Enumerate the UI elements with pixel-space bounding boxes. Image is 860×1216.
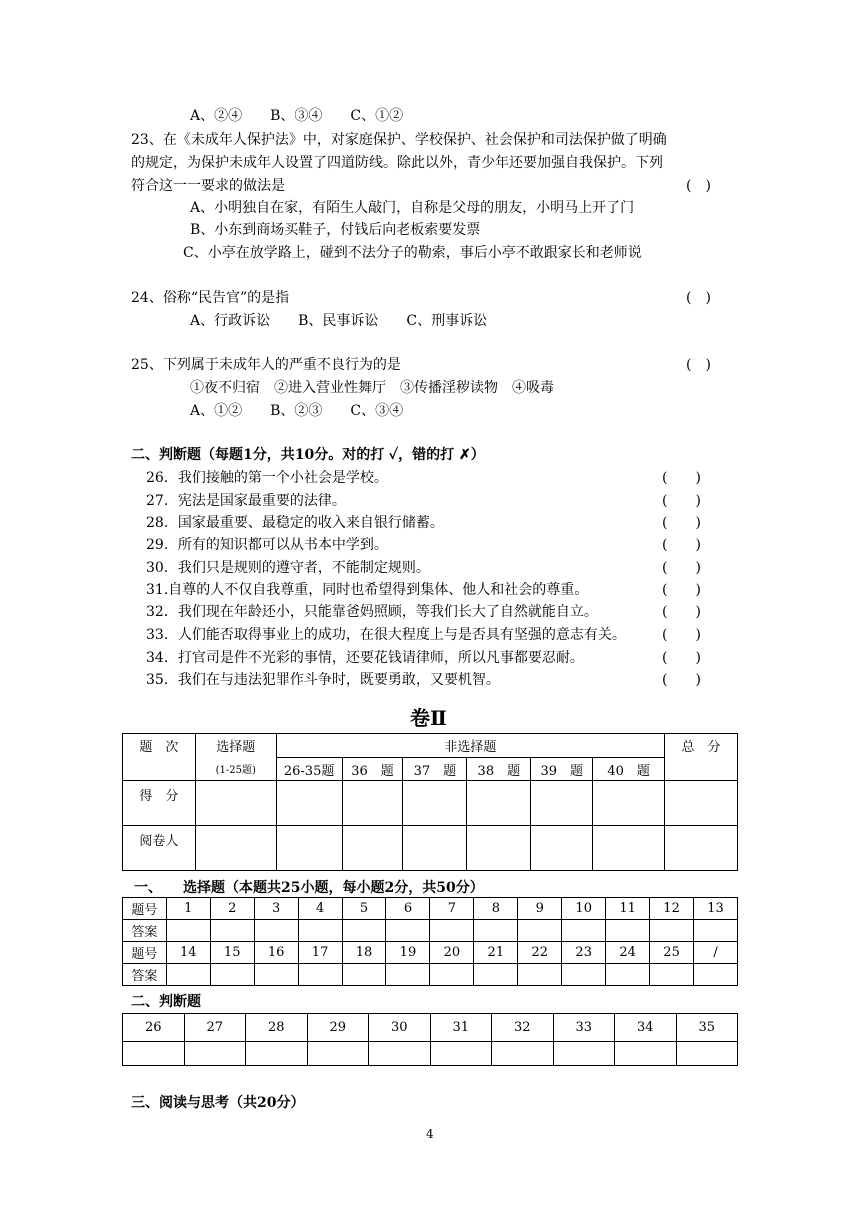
question-number-cell: 1 (166, 898, 210, 920)
answer-cell[interactable] (342, 964, 386, 986)
row-label-number: 题号 (123, 898, 167, 920)
score-cell[interactable] (403, 781, 467, 826)
question-number-cell: 16 (254, 942, 298, 964)
judge-answer-paren[interactable]: ( ) (662, 627, 701, 643)
question-number-cell: 13 (694, 898, 738, 920)
judge-item: 34．打官司是件不光彩的事情，还要花钱请律师，所以凡事都要忍耐。 (146, 650, 584, 666)
judge-number-cell: 31 (430, 1014, 492, 1042)
judge-answer-paren[interactable]: ( ) (662, 515, 701, 531)
reader-cell[interactable] (403, 826, 467, 871)
choice-answer-table (122, 897, 738, 986)
judge-answer-cell[interactable] (676, 1042, 738, 1066)
row-score-label: 得 分 (123, 781, 196, 826)
q23-stem-line1: 23、在《未成年人保护法》中，对家庭保护、学校保护、社会保护和司法保护做了明确 (131, 132, 667, 148)
question-number-cell: 6 (386, 898, 430, 920)
question-number-cell: 17 (298, 942, 342, 964)
judge-answer-cell[interactable] (123, 1042, 185, 1066)
question-number-cell: 9 (518, 898, 562, 920)
sub-header-cell: 38 题 (467, 758, 531, 781)
reader-cell[interactable] (531, 826, 593, 871)
score-cell[interactable] (342, 781, 403, 826)
choice-header-cell: 选择题 (195, 734, 276, 758)
judge-number-cell: 26 (123, 1014, 185, 1042)
judge-answer-table (122, 1013, 738, 1066)
judge-item: 32．我们现在年龄还小，只能靠爸妈照顾，等我们长大了自然就能自立。 (146, 604, 598, 620)
judge-answer-paren[interactable]: ( ) (662, 470, 701, 486)
question-number-cell: 22 (518, 942, 562, 964)
answer-cell[interactable] (298, 920, 342, 942)
question-number-cell: 8 (474, 898, 518, 920)
judge-answer-paren[interactable]: ( ) (662, 672, 701, 688)
judge-answer-paren[interactable]: ( ) (662, 493, 701, 509)
answer-cell[interactable] (474, 964, 518, 986)
answer-cell[interactable] (694, 964, 738, 986)
answer-cell[interactable] (562, 964, 606, 986)
question-number-cell: 20 (430, 942, 474, 964)
q23-stem-line3: 符合这一一要求的做法是 (131, 178, 285, 194)
question-number-cell: 7 (430, 898, 474, 920)
section3-heading: 三、阅读与思考（共20分） (131, 1095, 305, 1111)
judge-answer-cell[interactable] (615, 1042, 677, 1066)
judge-number-cell: 34 (615, 1014, 677, 1042)
juan2-title: 卷Ⅱ (410, 706, 447, 730)
answer-cell[interactable] (342, 920, 386, 942)
judge-answer-paren[interactable]: ( ) (662, 582, 701, 598)
q25-stem: 25、下列属于未成年人的严重不良行为的是 (131, 357, 401, 373)
row-reader-label: 阅卷人 (123, 826, 196, 871)
judge-item: 30．我们只是规则的遵守者，不能制定规则。 (146, 560, 430, 576)
section1-heading: 一、 选择题（本题共25小题，每小题2分，共50分） (134, 880, 484, 896)
judge-number-cell: 30 (369, 1014, 431, 1042)
judge-number-cell: 28 (246, 1014, 308, 1042)
judge-item: 27．宪法是国家最重要的法律。 (146, 493, 346, 509)
judge-number-cell: 29 (307, 1014, 369, 1042)
answer-cell[interactable] (430, 920, 474, 942)
question-number-cell: 23 (562, 942, 606, 964)
judge-item: 26．我们接触的第一个小社会是学校。 (146, 470, 388, 486)
row-label-answer: 答案 (123, 964, 167, 986)
question-number-cell: 15 (210, 942, 254, 964)
score-cell[interactable] (531, 781, 593, 826)
sub-header-cell: 36 题 (342, 758, 403, 781)
answer-cell[interactable] (166, 964, 210, 986)
question-number-cell: 12 (650, 898, 694, 920)
score-cell[interactable] (276, 781, 342, 826)
judge-number-cell: 33 (553, 1014, 615, 1042)
judge-item: 31.自尊的人不仅自我尊重，同时也希望得到集体、他人和社会的尊重。 (146, 582, 589, 598)
question-number-cell: / (694, 942, 738, 964)
judge-item: 35．我们在与违法犯罪作斗争时，既要勇敢，又要机智。 (146, 672, 500, 688)
answer-cell[interactable] (254, 964, 298, 986)
score-cell[interactable] (665, 781, 738, 826)
question-number-cell: 4 (298, 898, 342, 920)
answer-cell[interactable] (518, 964, 562, 986)
question-number-cell: 14 (166, 942, 210, 964)
judge-answer-cell[interactable] (184, 1042, 246, 1066)
answer-cell[interactable] (650, 920, 694, 942)
col-header-cell: 题 次 (123, 734, 196, 758)
answer-cell[interactable] (650, 964, 694, 986)
non-choice-header-cell: 非选择题 (276, 734, 664, 758)
q23-option-a: A、小明独自在家，有陌生人敲门，自称是父母的朋友，小明马上开了门 (190, 200, 635, 216)
question-number-cell: 3 (254, 898, 298, 920)
judge-item: 28．国家最重要、最稳定的收入来自银行储蓄。 (146, 515, 444, 531)
answer-cell[interactable] (166, 920, 210, 942)
q24-answer-paren[interactable]: ( ) (686, 290, 711, 306)
q23-stem-line2: 的规定，为保护未成年人设置了四道防线。除此以外，青少年还要加强自我保护。下列 (131, 155, 663, 171)
sub-header-cell: 37 题 (403, 758, 467, 781)
sub-header-cell: 39 题 (531, 758, 593, 781)
answer-cell[interactable] (210, 920, 254, 942)
answer-cell[interactable] (386, 964, 430, 986)
question-number-cell: 24 (606, 942, 650, 964)
answer-cell[interactable] (606, 920, 650, 942)
answer-cell[interactable] (694, 920, 738, 942)
reader-cell[interactable] (467, 826, 531, 871)
q22-options: A、②④ B、③④ C、①② (190, 108, 404, 124)
question-number-cell: 5 (342, 898, 386, 920)
reader-cell[interactable] (593, 826, 665, 871)
q25-options: A、①② B、②③ C、③④ (190, 403, 404, 419)
judge-answer-cell[interactable] (246, 1042, 308, 1066)
judge-answer-paren[interactable]: ( ) (662, 650, 701, 666)
answer-cell[interactable] (562, 920, 606, 942)
page-number: 4 (426, 1127, 434, 1141)
q25-items: ①夜不归宿 ②进入营业性舞厅 ③传播淫秽读物 ④吸毒 (190, 380, 554, 396)
judge-heading: 二、判断题（每题1分，共10分。对的打 ✓，错的打 ✗） (131, 447, 485, 463)
answer-cell[interactable] (254, 920, 298, 942)
question-number-cell: 25 (650, 942, 694, 964)
judge-answer-cell[interactable] (369, 1042, 431, 1066)
judge-answer-cell[interactable] (430, 1042, 492, 1066)
q25-answer-paren[interactable]: ( ) (686, 357, 711, 373)
col-header-blank (123, 758, 196, 781)
row-label-answer: 答案 (123, 920, 167, 942)
choice-range-cell: (1-25题) (195, 758, 276, 781)
answer-cell[interactable] (298, 964, 342, 986)
question-number-cell: 10 (562, 898, 606, 920)
answer-cell[interactable] (474, 920, 518, 942)
judge-answer-cell[interactable] (553, 1042, 615, 1066)
judge-answer-paren[interactable]: ( ) (662, 537, 701, 553)
judge-answer-paren[interactable]: ( ) (662, 604, 701, 620)
judge-item: 29．所有的知识都可以从书本中学到。 (146, 537, 388, 553)
q24-stem: 24、俗称“民告官”的是指 (131, 290, 290, 306)
judge-answer-cell[interactable] (307, 1042, 369, 1066)
score-cell[interactable] (593, 781, 665, 826)
question-number-cell: 11 (606, 898, 650, 920)
answer-cell[interactable] (386, 920, 430, 942)
reader-cell[interactable] (276, 826, 342, 871)
question-number-cell: 2 (210, 898, 254, 920)
answer-cell[interactable] (518, 920, 562, 942)
judge-number-cell: 35 (676, 1014, 738, 1042)
judge-answer-paren[interactable]: ( ) (662, 560, 701, 576)
q23-option-c: C、小亭在放学路上，碰到不法分子的勒索，事后小亭不敢跟家长和老师说 (183, 245, 642, 261)
q23-option-b: B、小东到商场买鞋子，付钱后向老板索要发票 (190, 222, 481, 238)
total-header-cell: 总 分 (665, 734, 738, 758)
section2-heading: 二、判断题 (131, 994, 201, 1010)
row-label-number: 题号 (123, 942, 167, 964)
judge-item: 33．人们能否取得事业上的成功，在很大程度上与是否具有坚强的意志有关。 (146, 627, 626, 643)
score-cell[interactable] (195, 781, 276, 826)
judge-number-cell: 27 (184, 1014, 246, 1042)
question-number-cell: 18 (342, 942, 386, 964)
reader-cell[interactable] (665, 826, 738, 871)
answer-cell[interactable] (210, 964, 254, 986)
score-table (122, 733, 738, 871)
question-number-cell: 21 (474, 942, 518, 964)
q24-options: A、行政诉讼 B、民事诉讼 C、刑事诉讼 (190, 313, 488, 329)
reader-cell[interactable] (342, 826, 403, 871)
total-header-blank (665, 758, 738, 781)
sub-header-cell: 26-35题 (276, 758, 342, 781)
judge-answer-cell[interactable] (492, 1042, 554, 1066)
answer-cell[interactable] (606, 964, 650, 986)
judge-number-cell: 32 (492, 1014, 554, 1042)
q23-answer-paren[interactable]: ( ) (686, 178, 711, 194)
sub-header-cell: 40 题 (593, 758, 665, 781)
question-number-cell: 19 (386, 942, 430, 964)
answer-cell[interactable] (430, 964, 474, 986)
reader-cell[interactable] (195, 826, 276, 871)
score-cell[interactable] (467, 781, 531, 826)
